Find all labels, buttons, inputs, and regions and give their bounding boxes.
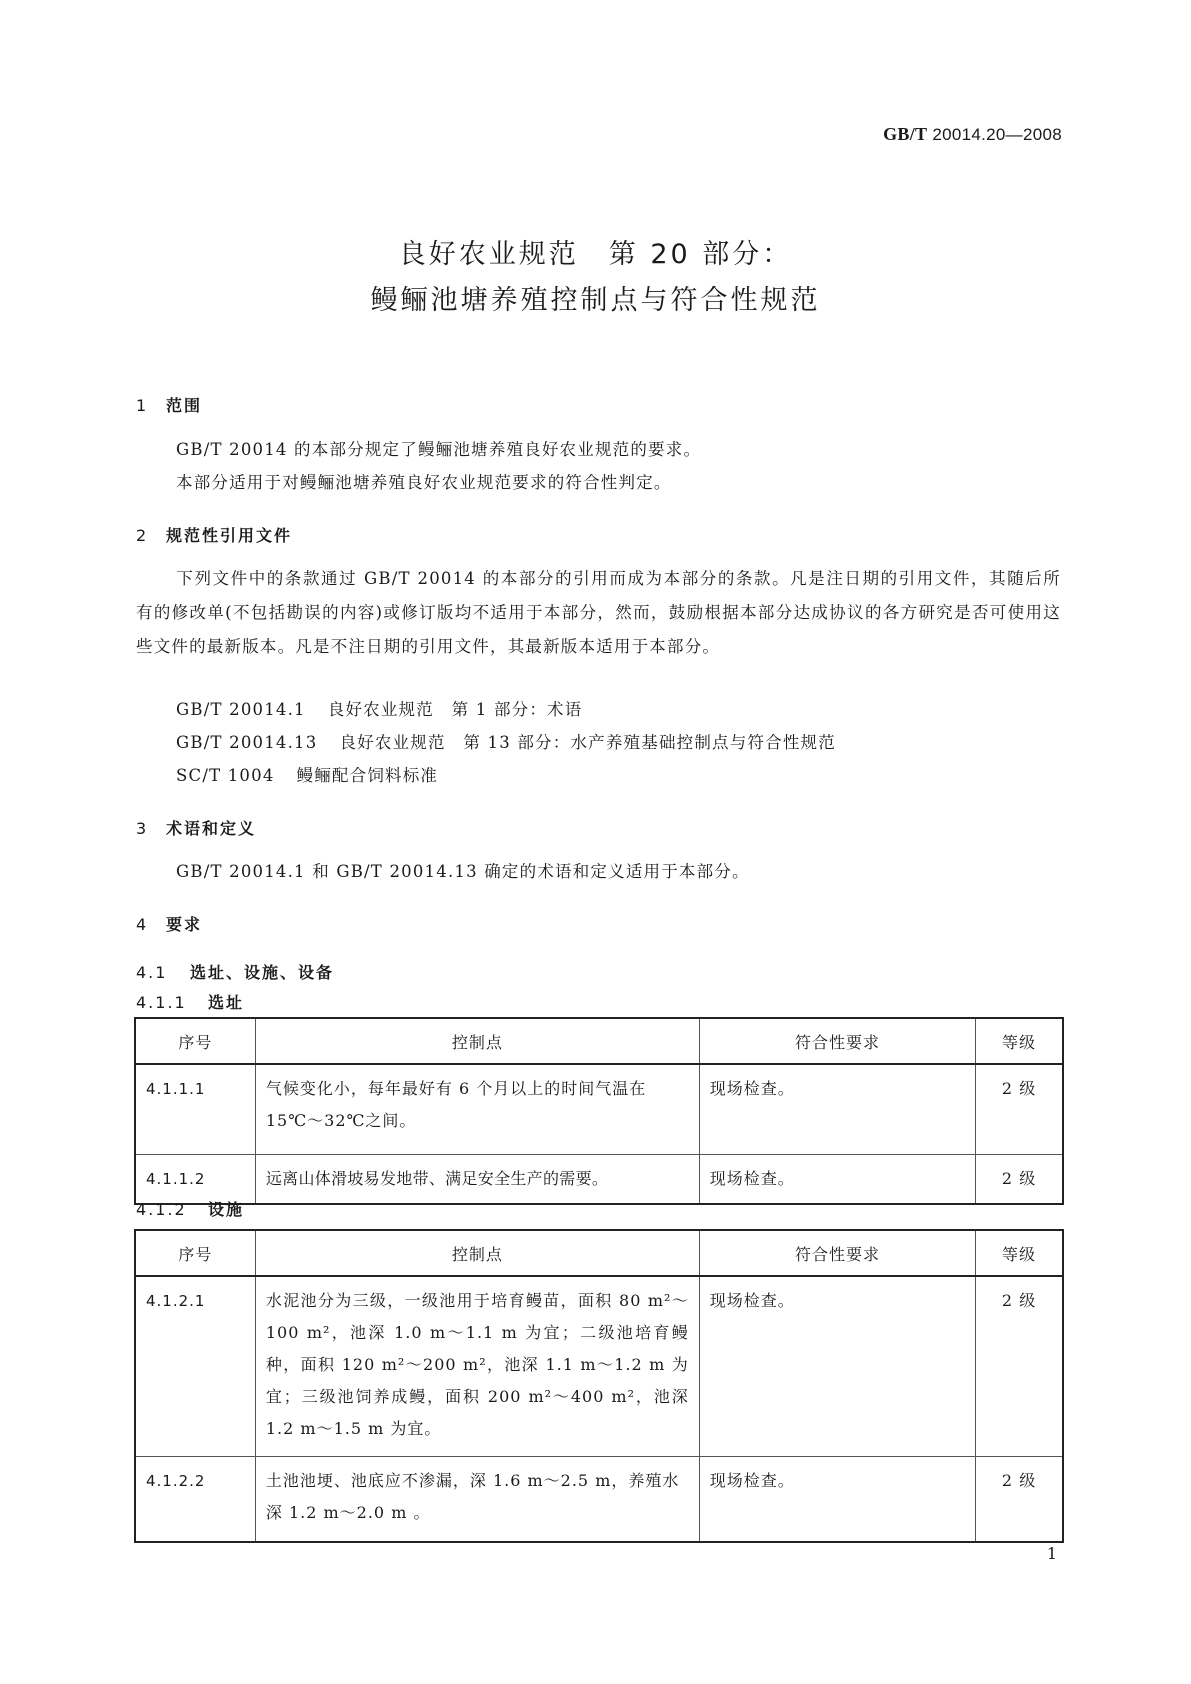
table-row: 4.1.1.2 远离山体滑坡易发地带、满足安全生产的需要。 现场检查。 2 级 bbox=[135, 1154, 1063, 1204]
standard-code: 20014.20—2008 bbox=[932, 125, 1062, 144]
section-1-heading bbox=[136, 393, 202, 416]
table-row: 4.1.2.2 土池池埂、池底应不渗漏，深 1.6 m～2.5 m，养殖水深 1.2 m～2.0 m 。 现场检查。 2 级 bbox=[135, 1456, 1063, 1542]
col-header-level: 等级 bbox=[976, 1018, 1063, 1064]
col-header-id: 序号 bbox=[135, 1018, 255, 1064]
section-number: 1 bbox=[136, 396, 149, 415]
page-number: 1 bbox=[1046, 1544, 1057, 1563]
normative-reference: GB/T 20014.1 良好农业规范 第 1 部分：术语 bbox=[176, 700, 583, 719]
col-header-compliance: 符合性要求 bbox=[699, 1018, 975, 1064]
col-header-level: 等级 bbox=[976, 1230, 1063, 1276]
table-row: 4.1.2.1 水泥池分为三级，一级池用于培育鳗苗，面积 80 m²～100 m²，池深 1.0 m～1.1 m 为宜；二级池培育鳗种，面积 120 m²～200 m²，池深 1.1 m～1.2 m 为宜；三级池饲养成鳗，面积 200 m²～400 m²，池深 1.2 m～1.5 m 为宜。 现场检查。 2 级 bbox=[135, 1276, 1063, 1456]
standard-prefix: GB/T bbox=[883, 124, 928, 144]
section-title: 规范性引用文件 bbox=[166, 526, 293, 545]
section-number: 4 bbox=[136, 915, 149, 934]
section-3-heading bbox=[136, 816, 256, 839]
subsection-4-1-heading: 4.1 选址、设施、设备 bbox=[136, 963, 335, 982]
section-2-heading bbox=[136, 523, 292, 546]
normative-reference: GB/T 20014.13 良好农业规范 第 13 部分：水产养殖基础控制点与符合性规范 bbox=[176, 733, 836, 752]
section-4-heading bbox=[136, 912, 202, 935]
normative-reference: SC/T 1004 鳗鲡配合饲料标准 bbox=[176, 766, 439, 785]
section-title: 要求 bbox=[166, 915, 203, 934]
col-header-compliance: 符合性要求 bbox=[699, 1230, 975, 1276]
section-3-para: GB/T 20014.1 和 GB/T 20014.13 确定的术语和定义适用于本部分。 bbox=[176, 862, 750, 881]
col-header-control-point: 控制点 bbox=[255, 1018, 699, 1064]
facilities-table bbox=[134, 1229, 1064, 1543]
subsection-4-1-1-heading: 4.1.1 选址 bbox=[136, 993, 245, 1012]
section-1-para-2: 本部分适用于对鳗鲡池塘养殖良好农业规范要求的符合性判定。 bbox=[176, 473, 672, 492]
site-selection-table bbox=[134, 1017, 1064, 1205]
section-title: 术语和定义 bbox=[166, 819, 257, 838]
section-number: 2 bbox=[136, 526, 149, 545]
section-number: 3 bbox=[136, 819, 149, 838]
standard-number bbox=[883, 124, 1062, 145]
subsection-4-1-2-heading: 4.1.2 设施 bbox=[136, 1200, 245, 1219]
section-1-para-1: GB/T 20014 的本部分规定了鳗鲡池塘养殖良好农业规范的要求。 bbox=[176, 440, 702, 459]
table-row: 4.1.1.1 气候变化小，每年最好有 6 个月以上的时间气温在 15℃～32℃之间。 现场检查。 2 级 bbox=[135, 1064, 1063, 1154]
col-header-id: 序号 bbox=[135, 1230, 255, 1276]
document-title-line1: 良好农业规范 第 20 部分： bbox=[398, 239, 793, 270]
col-header-control-point: 控制点 bbox=[255, 1230, 699, 1276]
document-title-line2: 鳗鲡池塘养殖控制点与符合性规范 bbox=[370, 285, 821, 316]
section-title: 范围 bbox=[166, 396, 203, 415]
section-2-para: 下列文件中的条款通过 GB/T 20014 的本部分的引用而成为本部分的条款。凡是注日期的引用文件，其随后所有的修改单(不包括勘误的内容)或修订版均不适用于本部分，然而，鼓励根据本部分达成协议的各方研究是否可使用这些文件的最新版本。凡是不注日期的引用文件，其最新版本适用于本部分。 bbox=[136, 569, 1061, 656]
